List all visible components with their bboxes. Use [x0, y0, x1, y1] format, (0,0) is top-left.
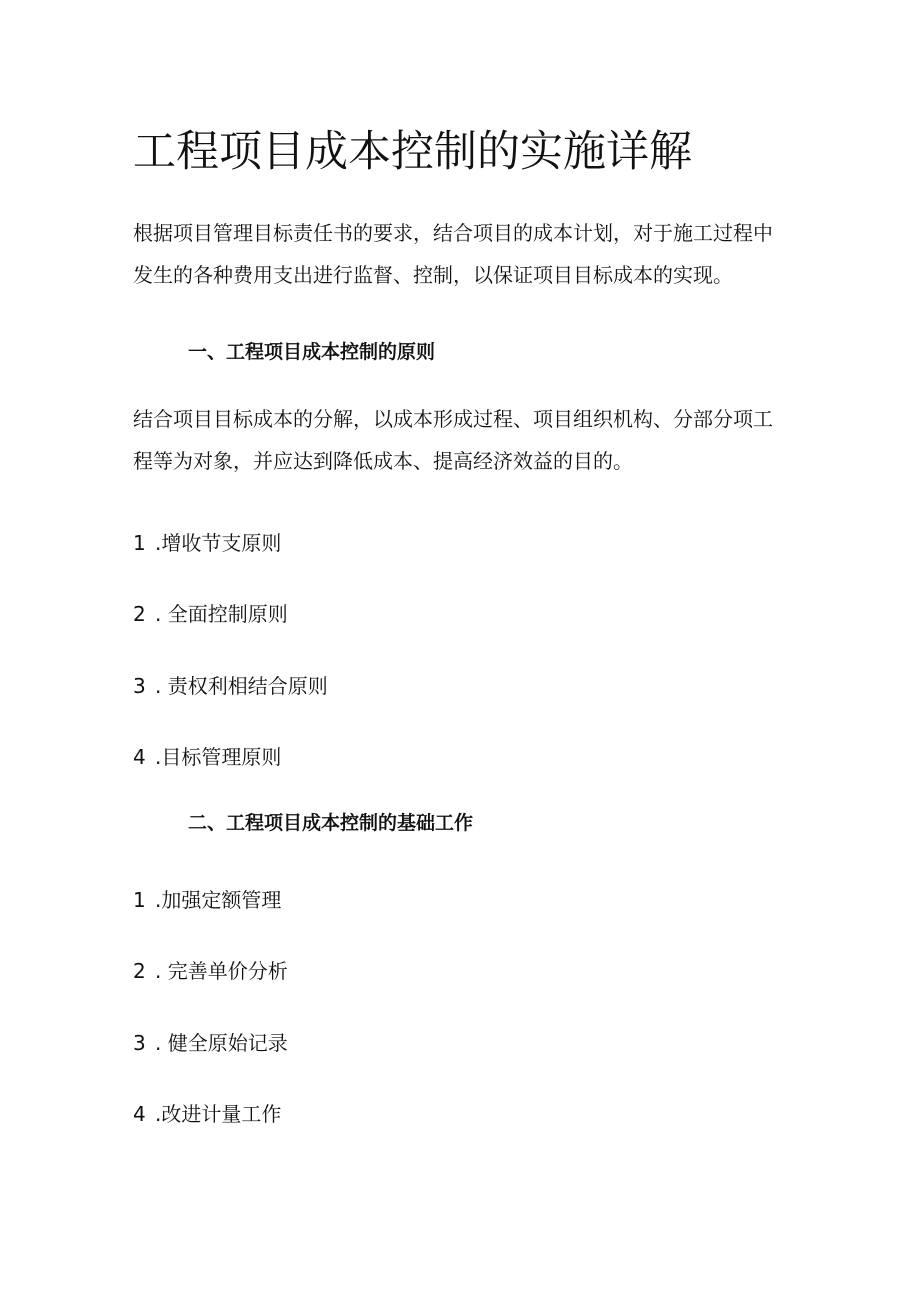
document-title: 工程项目成本控制的实施详解 — [133, 127, 692, 177]
list-item-number: 4 — [133, 1102, 146, 1126]
section-heading-principles: 一、工程项目成本控制的原则 — [188, 341, 436, 363]
list-item-number: 2 — [133, 602, 146, 626]
list-item-text: . 全面控制原则 — [155, 602, 288, 626]
list-item — [133, 1100, 281, 1128]
principles-paragraph — [133, 398, 793, 482]
list-item-text: .目标管理原则 — [155, 745, 282, 769]
list-item-number: 3 — [133, 1031, 146, 1055]
intro-line: 发生的各种费用支出进行监督、控制，以保证项目目标成本的实现。 — [133, 263, 733, 287]
list-item — [133, 1029, 288, 1057]
list-item — [133, 672, 328, 700]
intro-paragraph — [133, 212, 793, 296]
list-item-text: .改进计量工作 — [155, 1102, 282, 1126]
list-item — [133, 957, 288, 985]
list-item-text: .加强定额管理 — [155, 888, 282, 912]
principles-line: 程等为对象，并应达到降低成本、提高经济效益的目的。 — [133, 449, 633, 473]
section-heading-foundation: 二、工程项目成本控制的基础工作 — [188, 812, 474, 834]
list-item-text: . 完善单价分析 — [155, 959, 288, 983]
list-item — [133, 743, 281, 771]
principles-line: 结合项目目标成本的分解，以成本形成过程、项目组织机构、分部分项工 — [133, 407, 773, 431]
list-item-number: 1 — [133, 888, 146, 912]
list-item-text: .增收节支原则 — [155, 531, 282, 555]
list-item-number: 4 — [133, 745, 146, 769]
list-item-number: 3 — [133, 674, 146, 698]
list-item — [133, 529, 281, 557]
list-item-text: . 健全原始记录 — [155, 1031, 288, 1055]
list-item — [133, 600, 288, 628]
list-item-number: 2 — [133, 959, 146, 983]
intro-line: 根据项目管理目标责任书的要求，结合项目的成本计划，对于施工过程中 — [133, 221, 773, 245]
list-item — [133, 886, 281, 914]
list-item-text: . 责权利相结合原则 — [155, 674, 328, 698]
list-item-number: 1 — [133, 531, 146, 555]
